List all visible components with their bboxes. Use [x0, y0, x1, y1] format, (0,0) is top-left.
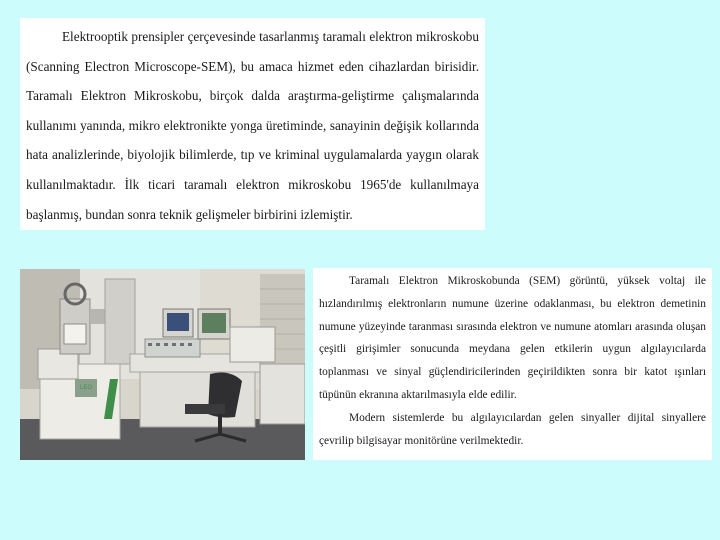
- sem-paragraph-1: Taramalı Elektron Mikroskobunda (SEM) görüntü, yüksek voltaj ile hızlandırılmış elektronların numune üzerine odaklanması, bu elektron demetinin numune yüzeyinde taranması sırasında elektron ve numune atomları arasında oluşan çeşitli girişimler sonucunda meydana gelen etkilerin uygun algılayıcılarda toplanması ve sinyal güçlendiricilerinden geçirildikten sonra bir katot ışınları tüpünün ekranına aktarılmasıyla elde edilir.: [319, 275, 706, 401]
- cabinet-logo-text: LEO: [80, 385, 93, 391]
- sem-paragraph-2: Modern sistemlerde bu algılayıcılardan gelen sinyaller dijital sinyallere çevrilip bilgisayar monitörüne verilmektedir.: [319, 411, 706, 447]
- intro-paragraph: Elektrooptik prensipler çerçevesinde tasarlanmış taramalı elektron mikroskobu (Scanning Electron Microscope-SEM), bu amaca hizmet eden cihazlardan birisidir. Taramalı Elektron Mikroskobu, birçok dalda araştırma-geliştirme çalışmalarında kullanımı yanında, mikro elektronikte yonga üretiminde, sanayinin değişik kollarında hata analizlerinde, biyolojik bilimlerde, tıp ve kriminal uygulamalarda yaygın olarak kullanılmaktadır. İlk ticari taramalı elektron mikroskobu 1965'de kullanılmaya başlanmış, bundan sonra teknik gelişmeler birbirini izlemiştir.: [26, 29, 479, 222]
- sem-photo: [20, 269, 305, 460]
- sem-description-panel: [313, 268, 712, 460]
- intro-text-panel: [20, 18, 485, 230]
